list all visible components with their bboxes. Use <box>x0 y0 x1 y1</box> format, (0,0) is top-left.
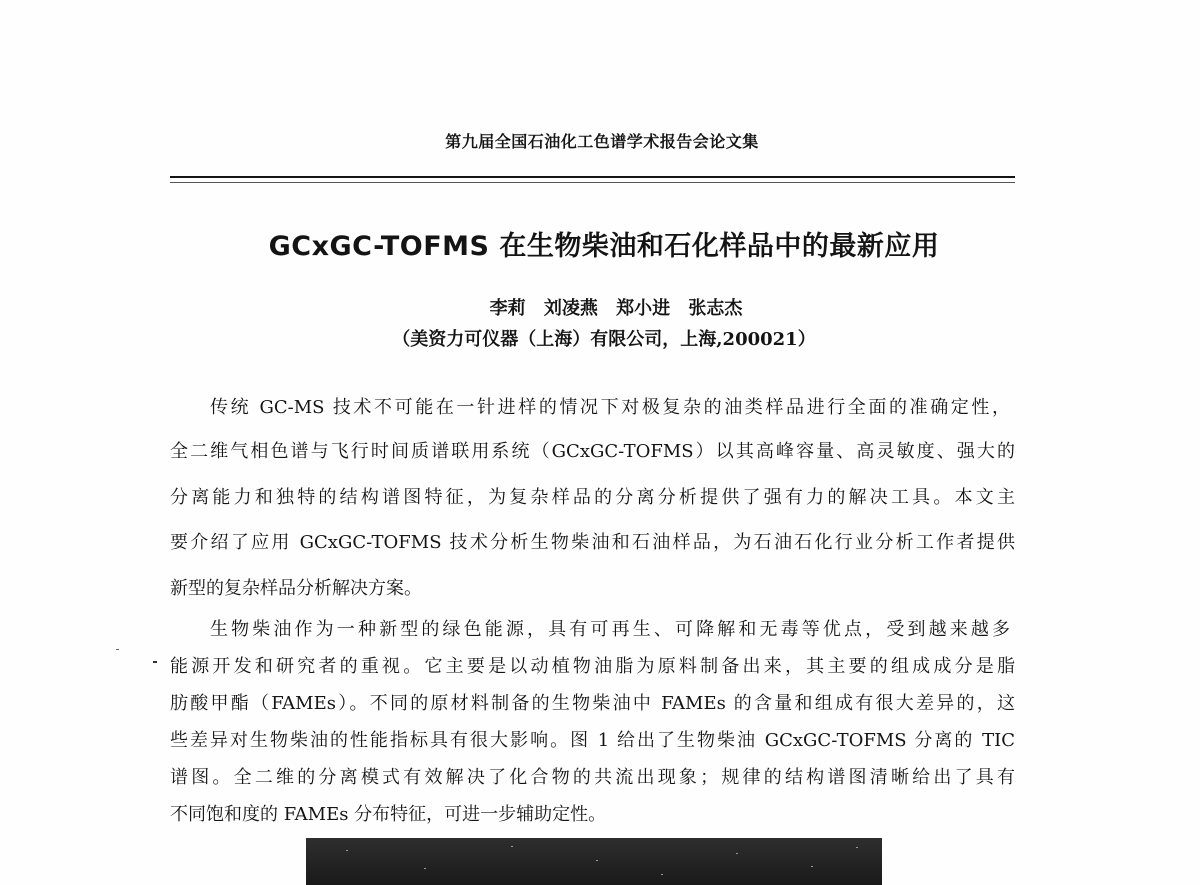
paragraph-2-line-1: 生物柴油作为一种新型的绿色能源，具有可再生、可降解和无毒等优点，受到越来越多 <box>210 619 1010 640</box>
paragraph-2-line-4: 些差异对生物柴油的性能指标具有很大影响。图 1 给出了生物柴油 GCxGC-TOFMS 分离的 TIC <box>170 730 1015 751</box>
scan-mark <box>116 649 119 650</box>
figure-speck <box>736 853 738 854</box>
paragraph-2-line-3: 肪酸甲酯（FAMEs）。不同的原材料制备的生物柴油中 FAMEs 的含量和组成有很大差异的，这 <box>170 693 1015 714</box>
figure-speck <box>661 874 663 875</box>
paragraph-1-line-1: 传统 GC-MS 技术不可能在一针进样的情况下对极复杂的油类样品进行全面的准确定性， <box>210 397 1010 418</box>
header-rule-thin <box>170 182 1015 183</box>
paragraph-2-line-6: 不同饱和度的 FAMEs 分布特征，可进一步辅助定性。 <box>170 804 607 825</box>
figure-speck <box>511 846 513 847</box>
figure-speck <box>424 868 426 869</box>
paragraph-1-line-4: 要介绍了应用 GCxGC-TOFMS 技术分析生物柴油和石油样品，为石油石化行业分析工作者提供 <box>170 532 1015 553</box>
figure-speck <box>346 850 348 851</box>
running-head: 第九届全国石油化工色谱学术报告会论文集 <box>445 132 759 151</box>
paragraph-1-line-3: 分离能力和独特的结构谱图特征，为复杂样品的分离分析提供了强有力的解决工具。本文主 <box>170 487 1015 508</box>
paragraph-1-line-5: 新型的复杂样品分析解决方案。 <box>170 578 422 599</box>
figure-1-image <box>306 838 882 885</box>
author-list: 李莉 刘凌燕 郑小进 张志杰 <box>489 298 743 319</box>
paragraph-2-line-5: 谱图。全二维的分离模式有效解决了化合物的共流出现象；规律的结构谱图清晰给出了具有 <box>170 767 1015 788</box>
header-rule <box>170 176 1015 178</box>
figure-speck <box>856 847 858 848</box>
paragraph-1-line-2: 全二维气相色谱与飞行时间质谱联用系统（GCxGC-TOFMS）以其高峰容量、高灵敏度、强大的 <box>170 441 1015 462</box>
figure-speck <box>596 860 598 861</box>
affiliation: （美资力可仪器（上海）有限公司，上海,200021） <box>392 329 816 350</box>
figure-speck <box>811 866 813 867</box>
paragraph-2-line-2: 能源开发和研究者的重视。它主要是以动植物油脂为原料制备出来，其主要的组成成分是脂 <box>170 656 1015 677</box>
scan-mark <box>153 661 157 663</box>
paper-title: GCxGC-TOFMS 在生物柴油和石化样品中的最新应用 <box>268 231 940 262</box>
